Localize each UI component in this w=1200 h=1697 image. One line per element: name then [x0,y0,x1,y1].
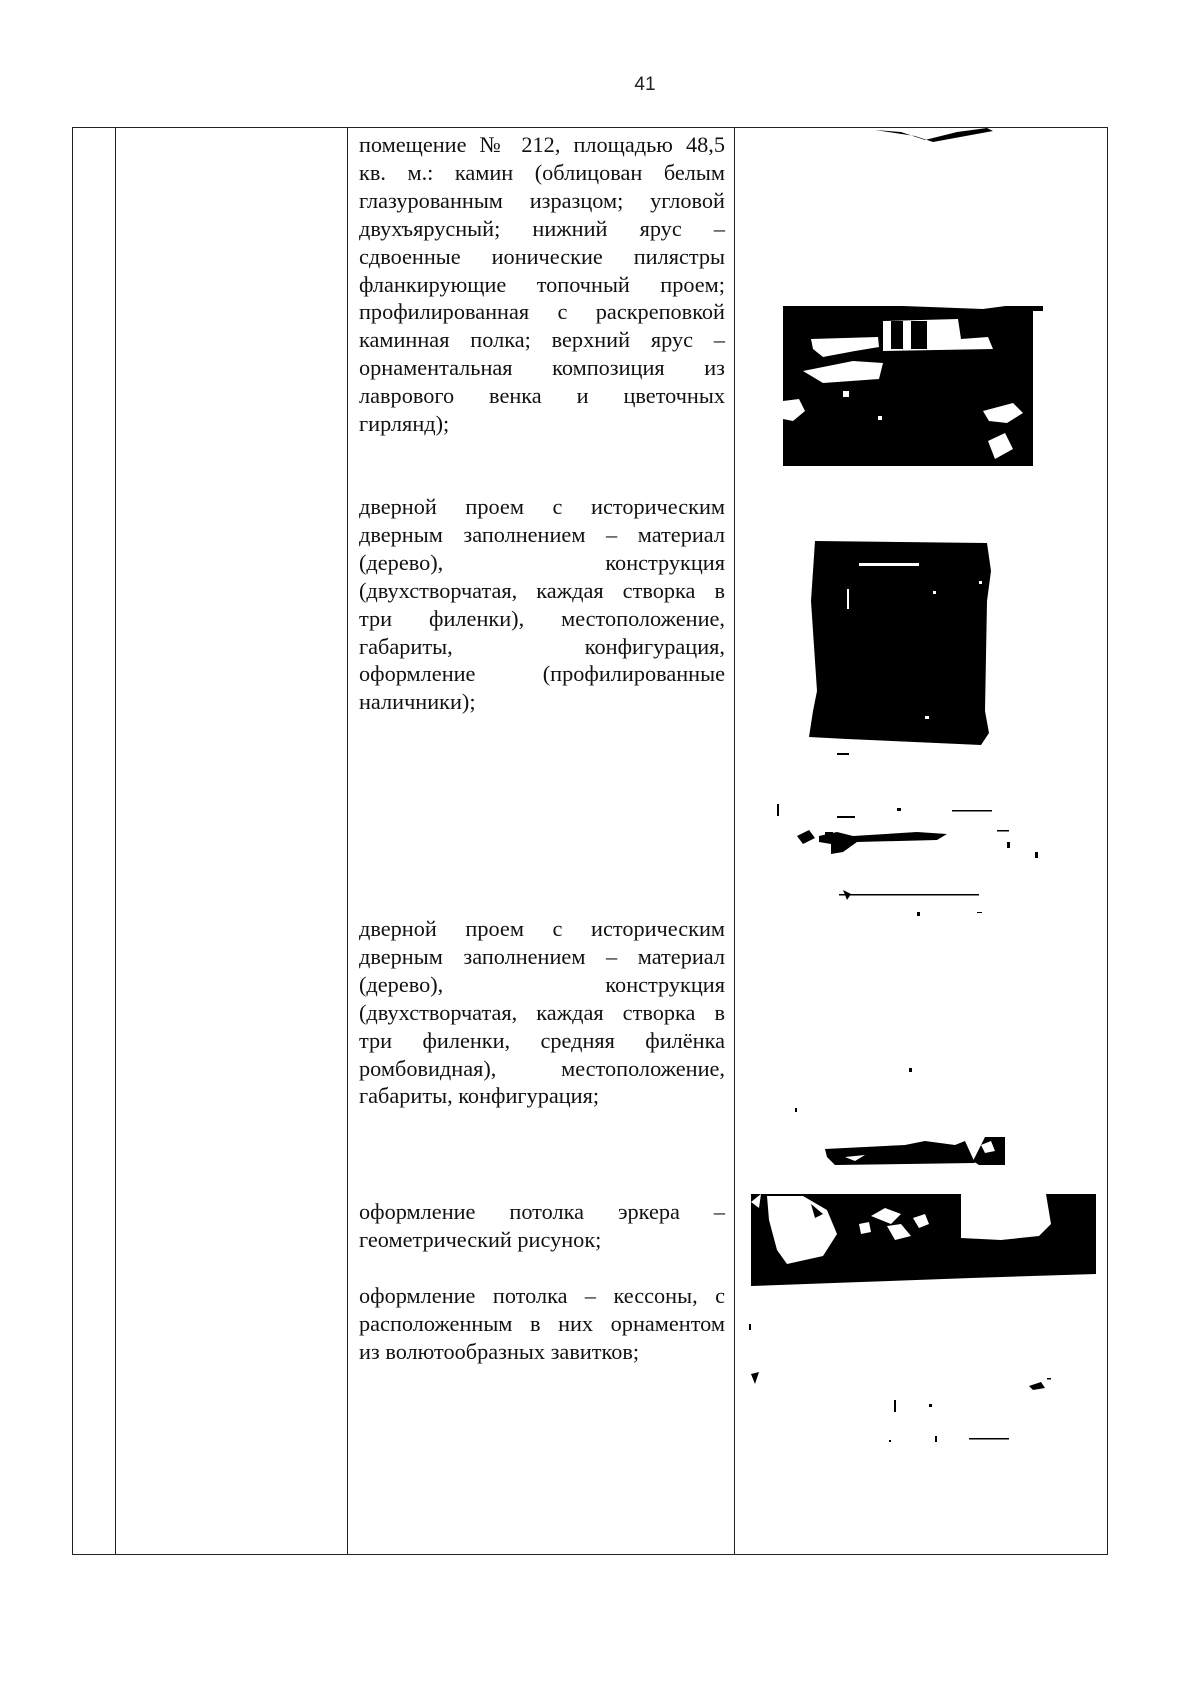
description-line: лаврового венка и цветочных [359,383,725,409]
description-line: ромбовидная), местоположение, [359,1055,725,1081]
door-opening-description-2 [359,915,725,1110]
description-line: три филенки), местоположение, [359,605,725,631]
description-line: геометрический рисунок; [359,1226,602,1252]
coffered-ceiling-description [359,1282,725,1366]
description-line: помещение № 212, площадью 48,5 [359,132,725,157]
photo-column [735,128,1107,1554]
description-line: сдвоенные ионические пилястры [359,243,725,269]
page-number: 41 [634,74,656,95]
description-line: дверной проем с историческим [359,916,725,941]
description-line: дверным заполнением – материал [359,521,725,547]
description-line: расположенным в них орнаментом [359,1310,725,1336]
description-line: габариты, конфигурация, [359,633,725,659]
fireplace-description [359,131,725,438]
description-line: из волютообразных завитков; [359,1338,640,1364]
description-line: гирлянд); [359,411,450,437]
description-line: оформление (профилированные [359,661,725,687]
description-line: (дерево), конструкция [359,971,725,997]
description-line: (двухстворчатая, каждая створка в [359,999,725,1025]
description-line: габариты, конфигурация; [359,1083,600,1109]
description-line: дверным заполнением – материал [359,943,725,969]
column-divider-1 [115,128,116,1554]
column-divider-2 [347,128,348,1554]
description-line: (двухстворчатая, каждая створка в [359,577,725,603]
bay-ceiling-description [359,1198,725,1254]
description-line: двухъярусный; нижний ярус – [359,215,725,241]
description-line: кв. м.: камин (облицован белым [359,159,725,185]
description-line: оформление потолка эркера – [359,1199,725,1224]
description-line: глазурованным изразцом; угловой [359,187,725,213]
description-line: фланкирующие топочный проем; [359,271,725,297]
description-line: три филенки, средняя филёнка [359,1027,725,1053]
object-table [72,127,1108,1555]
description-line: каминная полка; верхний ярус – [359,327,725,353]
description-line: профилированная с раскреповкой [359,299,725,325]
description-line: (дерево), конструкция [359,549,725,575]
description-line: оформление потолка – кессоны, с [359,1283,725,1308]
description-line: наличники); [359,689,476,715]
door-opening-description-1 [359,493,725,716]
description-line: дверной проем с историческим [359,494,725,519]
description-line: орнаментальная композиция из [359,355,725,381]
